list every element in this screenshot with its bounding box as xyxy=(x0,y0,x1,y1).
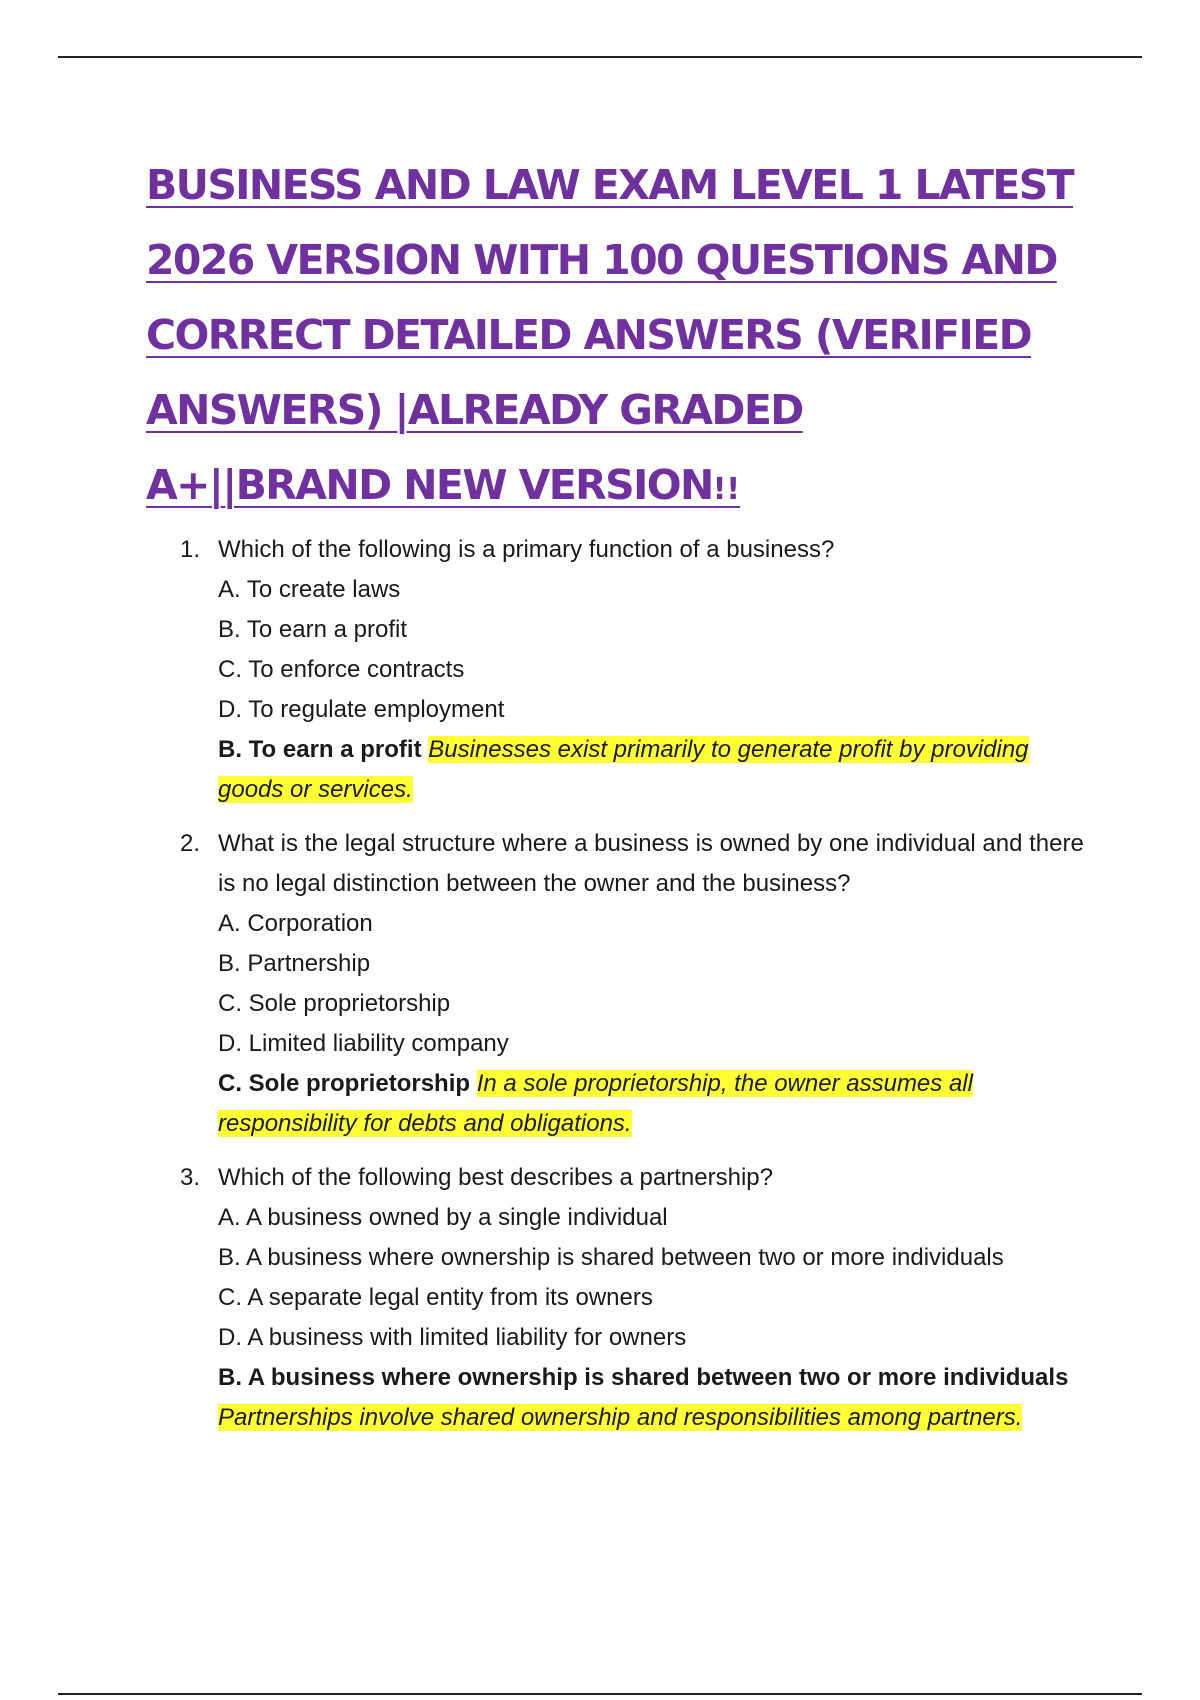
answer-explanation: In a sole proprietorship, the owner assumes all responsibility for debts and obligations. xyxy=(218,1070,973,1137)
correct-answer: B. A business where ownership is shared between two or more individuals xyxy=(218,1364,1069,1391)
title-line-text: A+||BRAND NEW VERSION xyxy=(146,461,713,509)
option-item: A. To create laws xyxy=(218,576,401,603)
option-list xyxy=(218,904,1100,1064)
title-line: ANSWERS) |ALREADY GRADED xyxy=(146,386,803,434)
option-item: B. A business where ownership is shared between two or more individuals xyxy=(218,1244,1004,1271)
title-line: 2026 VERSION WITH 100 QUESTIONS AND xyxy=(146,236,1057,284)
correct-answer: B. To earn a profit xyxy=(218,736,422,763)
top-rule xyxy=(58,56,1142,58)
option-item: B. Partnership xyxy=(218,950,371,977)
option-item: D. A business with limited liability for owners xyxy=(218,1324,687,1351)
document-title xyxy=(146,148,1086,527)
option-item: C. Sole proprietorship xyxy=(218,990,451,1017)
option-item: B. To earn a profit xyxy=(218,616,407,643)
option-item: D. Limited liability company xyxy=(218,1030,509,1057)
question-text: Which of the following is a primary function of a business? xyxy=(218,536,835,563)
answer-block xyxy=(218,1064,1100,1144)
option-item: A. Corporation xyxy=(218,910,373,937)
question-item xyxy=(180,1158,1100,1438)
title-line xyxy=(146,448,1086,527)
question-number: 2. xyxy=(180,830,201,857)
question-item xyxy=(180,824,1100,1144)
title-line: CORRECT DETAILED ANSWERS (VERIFIED xyxy=(146,311,1032,359)
title-suffix: !! xyxy=(712,472,741,507)
title-line: BUSINESS AND LAW EXAM LEVEL 1 LATEST xyxy=(146,161,1074,209)
answer-explanation: Businesses exist primarily to generate profit by providing goods or services. xyxy=(218,736,1029,803)
option-item: C. To enforce contracts xyxy=(218,656,465,683)
option-list xyxy=(218,1198,1100,1358)
answer-block xyxy=(218,1358,1100,1438)
correct-answer: C. Sole proprietorship xyxy=(218,1070,471,1097)
question-number: 3. xyxy=(180,1164,201,1191)
question-item xyxy=(180,530,1100,810)
answer-explanation: Partnerships involve shared ownership and responsibilities among partners. xyxy=(218,1404,1023,1431)
bottom-rule xyxy=(58,1693,1142,1695)
option-item: D. To regulate employment xyxy=(218,696,505,723)
option-item: C. A separate legal entity from its owners xyxy=(218,1284,653,1311)
question-list xyxy=(180,530,1100,1452)
answer-block xyxy=(218,730,1100,810)
question-text: Which of the following best describes a partnership? xyxy=(218,1164,773,1191)
question-number: 1. xyxy=(180,536,201,563)
question-text: What is the legal structure where a business is owned by one individual and there is no legal distinction between the owner and the business? xyxy=(218,830,1084,897)
option-list xyxy=(218,570,1100,730)
option-item: A. A business owned by a single individual xyxy=(218,1204,668,1231)
